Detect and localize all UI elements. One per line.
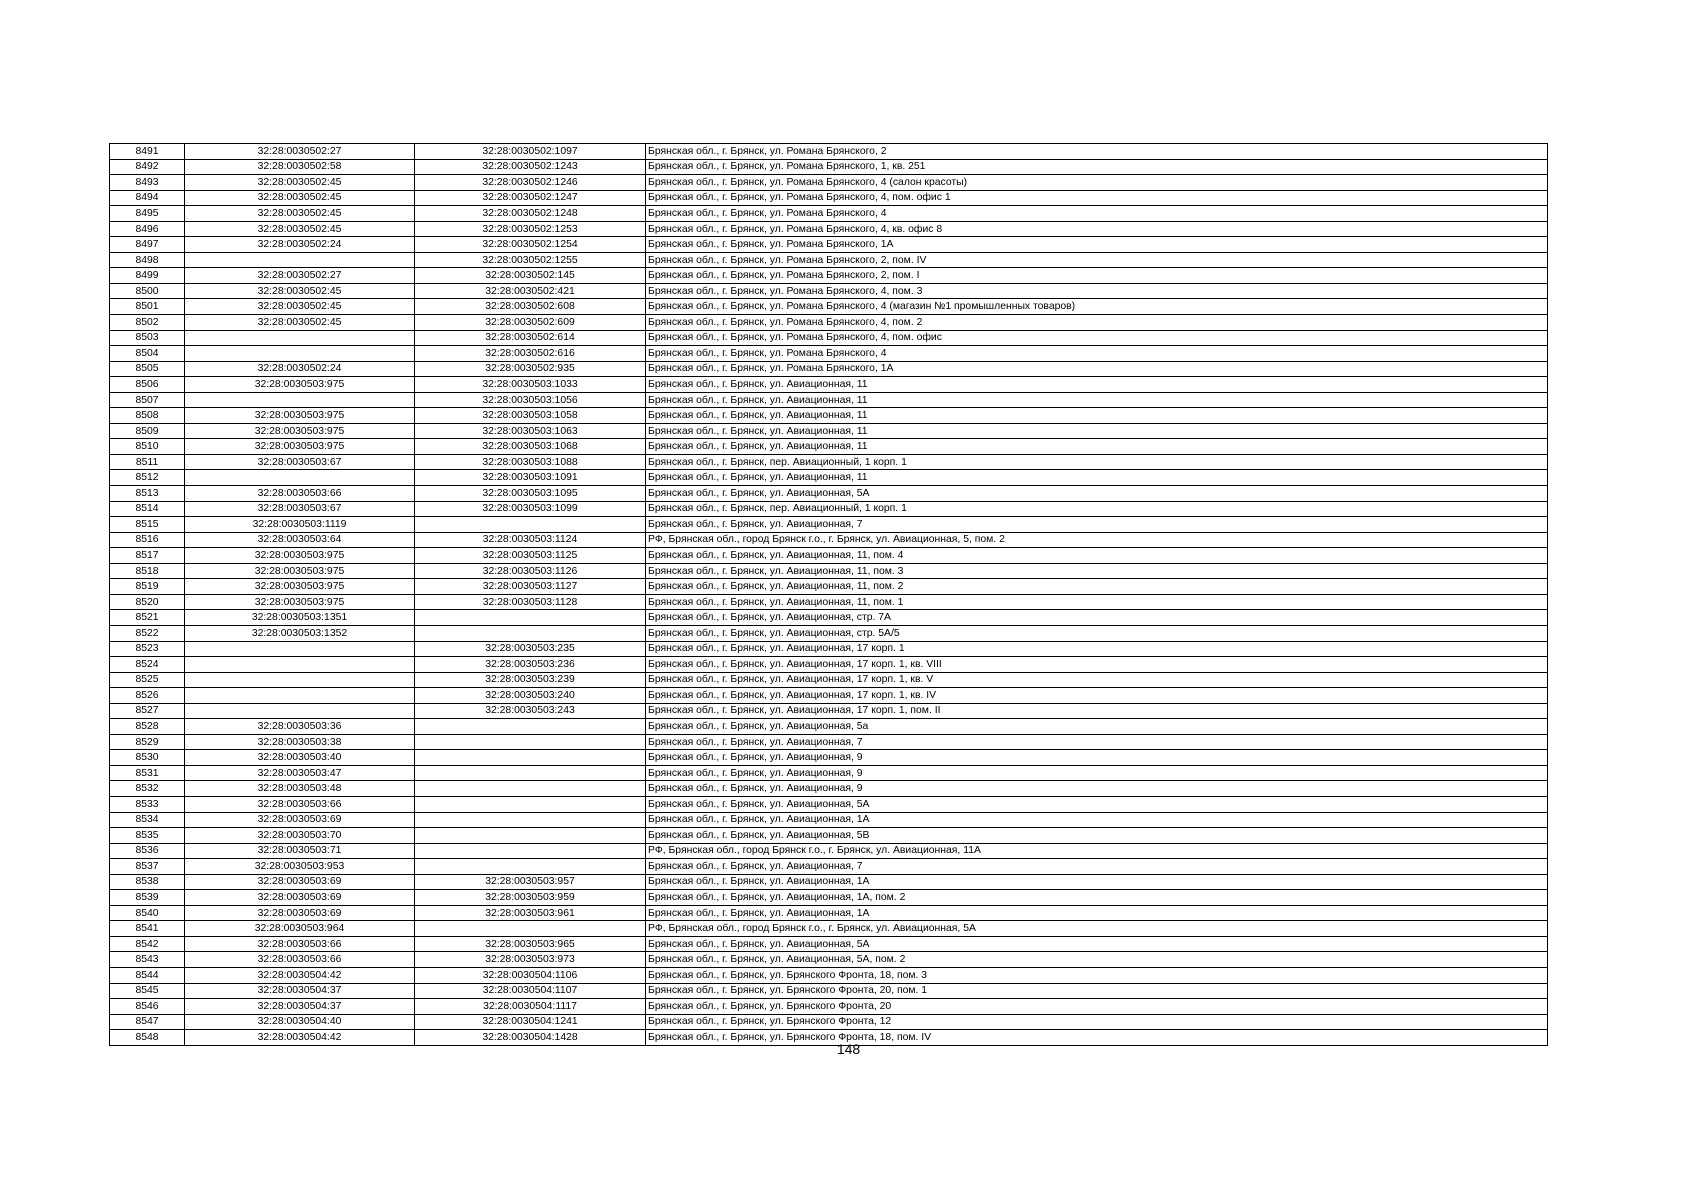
land-plot-cadastral-cell: 32:28:0030502:45 <box>185 315 415 331</box>
object-cadastral-cell: 32:28:0030503:1088 <box>415 454 646 470</box>
row-number-cell: 8497 <box>110 237 185 253</box>
table-row <box>110 470 1548 486</box>
row-number-cell: 8513 <box>110 486 185 502</box>
address-cell: Брянская обл., г. Брянск, ул. Авиационная, 11 <box>646 439 1548 455</box>
row-number-cell: 8526 <box>110 688 185 704</box>
table-row <box>110 439 1548 455</box>
table-row <box>110 610 1548 626</box>
table-row <box>110 501 1548 517</box>
table-row <box>110 563 1548 579</box>
address-cell: Брянская обл., г. Брянск, ул. Авиационная, 11, пом. 4 <box>646 548 1548 564</box>
row-number-cell: 8498 <box>110 252 185 268</box>
object-cadastral-cell: 32:28:0030503:1127 <box>415 579 646 595</box>
table-row <box>110 237 1548 253</box>
land-plot-cadastral-cell: 32:28:0030502:27 <box>185 268 415 284</box>
object-cadastral-cell: 32:28:0030503:1128 <box>415 594 646 610</box>
land-plot-cadastral-cell <box>185 470 415 486</box>
object-cadastral-cell <box>415 812 646 828</box>
land-plot-cadastral-cell: 32:28:0030503:70 <box>185 828 415 844</box>
address-cell: Брянская обл., г. Брянск, ул. Романа Брянского, 1А <box>646 361 1548 377</box>
object-cadastral-cell: 32:28:0030503:1063 <box>415 423 646 439</box>
table-row <box>110 206 1548 222</box>
land-plot-cadastral-cell: 32:28:0030503:38 <box>185 734 415 750</box>
object-cadastral-cell: 32:28:0030502:421 <box>415 283 646 299</box>
row-number-cell: 8511 <box>110 454 185 470</box>
table-row <box>110 688 1548 704</box>
land-plot-cadastral-cell: 32:28:0030502:45 <box>185 299 415 315</box>
land-plot-cadastral-cell: 32:28:0030503:975 <box>185 423 415 439</box>
land-plot-cadastral-cell <box>185 252 415 268</box>
object-cadastral-cell: 32:28:0030502:1248 <box>415 206 646 222</box>
address-cell: Брянская обл., г. Брянск, ул. Авиационная, 11 <box>646 392 1548 408</box>
address-cell: Брянская обл., г. Брянск, ул. Авиационная, 5А <box>646 796 1548 812</box>
address-cell: Брянская обл., г. Брянск, ул. Авиационная, 17 корп. 1, кв. VIII <box>646 657 1548 673</box>
table-row <box>110 874 1548 890</box>
land-plot-cadastral-cell: 32:28:0030503:975 <box>185 408 415 424</box>
address-cell: Брянская обл., г. Брянск, ул. Романа Брянского, 1, кв. 251 <box>646 159 1548 175</box>
address-cell: Брянская обл., г. Брянск, ул. Романа Брянского, 2, пом. IV <box>646 252 1548 268</box>
land-plot-cadastral-cell <box>185 672 415 688</box>
row-number-cell: 8542 <box>110 936 185 952</box>
row-number-cell: 8492 <box>110 159 185 175</box>
table-row <box>110 905 1548 921</box>
table-row <box>110 999 1548 1015</box>
object-cadastral-cell <box>415 796 646 812</box>
row-number-cell: 8545 <box>110 983 185 999</box>
land-plot-cadastral-cell: 32:28:0030503:40 <box>185 750 415 766</box>
row-number-cell: 8527 <box>110 703 185 719</box>
table-row <box>110 672 1548 688</box>
land-plot-cadastral-cell: 32:28:0030503:36 <box>185 719 415 735</box>
row-number-cell: 8494 <box>110 190 185 206</box>
object-cadastral-cell: 32:28:0030503:1068 <box>415 439 646 455</box>
row-number-cell: 8540 <box>110 905 185 921</box>
address-cell: РФ, Брянская обл., город Брянск г.о., г. Брянск, ул. Авиационная, 11А <box>646 843 1548 859</box>
object-cadastral-cell: 32:28:0030502:1246 <box>415 175 646 191</box>
address-cell: Брянская обл., г. Брянск, ул. Авиационная, 5А <box>646 936 1548 952</box>
table-row <box>110 315 1548 331</box>
object-cadastral-cell: 32:28:0030502:935 <box>415 361 646 377</box>
address-cell: Брянская обл., г. Брянск, ул. Авиационная, 11, пом. 2 <box>646 579 1548 595</box>
row-number-cell: 8546 <box>110 999 185 1015</box>
row-number-cell: 8516 <box>110 532 185 548</box>
land-plot-cadastral-cell: 32:28:0030504:42 <box>185 1030 415 1046</box>
object-cadastral-cell: 32:28:0030502:1243 <box>415 159 646 175</box>
object-cadastral-cell: 32:28:0030503:1125 <box>415 548 646 564</box>
address-cell: Брянская обл., г. Брянск, ул. Авиационная, стр. 7А <box>646 610 1548 626</box>
land-plot-cadastral-cell: 32:28:0030503:67 <box>185 454 415 470</box>
table-row <box>110 828 1548 844</box>
object-cadastral-cell: 32:28:0030503:239 <box>415 672 646 688</box>
object-cadastral-cell: 32:28:0030503:243 <box>415 703 646 719</box>
land-plot-cadastral-cell: 32:28:0030503:71 <box>185 843 415 859</box>
object-cadastral-cell <box>415 517 646 533</box>
address-cell: Брянская обл., г. Брянск, ул. Авиационная, 17 корп. 1, пом. II <box>646 703 1548 719</box>
table-row <box>110 859 1548 875</box>
land-plot-cadastral-cell: 32:28:0030503:69 <box>185 812 415 828</box>
land-plot-cadastral-cell: 32:28:0030503:47 <box>185 765 415 781</box>
table-row <box>110 843 1548 859</box>
land-plot-cadastral-cell: 32:28:0030503:975 <box>185 594 415 610</box>
table-row <box>110 641 1548 657</box>
address-cell: Брянская обл., г. Брянск, ул. Романа Брянского, 4, пом. офис <box>646 330 1548 346</box>
address-cell: Брянская обл., г. Брянск, ул. Авиационная, 9 <box>646 781 1548 797</box>
object-cadastral-cell: 32:28:0030504:1241 <box>415 1014 646 1030</box>
table-row <box>110 144 1548 160</box>
object-cadastral-cell: 32:28:0030503:1056 <box>415 392 646 408</box>
row-number-cell: 8544 <box>110 967 185 983</box>
table-row <box>110 734 1548 750</box>
address-cell: Брянская обл., г. Брянск, ул. Авиационная, 17 корп. 1, кв. IV <box>646 688 1548 704</box>
object-cadastral-cell: 32:28:0030504:1428 <box>415 1030 646 1046</box>
address-cell: Брянская обл., г. Брянск, ул. Авиационная, 5А <box>646 486 1548 502</box>
address-cell: Брянская обл., г. Брянск, ул. Брянского Фронта, 20 <box>646 999 1548 1015</box>
object-cadastral-cell: 32:28:0030503:961 <box>415 905 646 921</box>
table-row <box>110 330 1548 346</box>
object-cadastral-cell <box>415 719 646 735</box>
row-number-cell: 8500 <box>110 283 185 299</box>
address-cell: Брянская обл., г. Брянск, ул. Романа Брянского, 4 <box>646 206 1548 222</box>
land-plot-cadastral-cell: 32:28:0030502:45 <box>185 190 415 206</box>
table-row <box>110 952 1548 968</box>
address-cell: Брянская обл., г. Брянск, ул. Брянского Фронта, 20, пом. 1 <box>646 983 1548 999</box>
land-plot-cadastral-cell <box>185 641 415 657</box>
land-plot-cadastral-cell: 32:28:0030503:1352 <box>185 625 415 641</box>
object-cadastral-cell: 32:28:0030503:236 <box>415 657 646 673</box>
row-number-cell: 8502 <box>110 315 185 331</box>
object-cadastral-cell: 32:28:0030503:957 <box>415 874 646 890</box>
land-plot-cadastral-cell: 32:28:0030504:40 <box>185 1014 415 1030</box>
land-plot-cadastral-cell: 32:28:0030503:1351 <box>185 610 415 626</box>
table-row <box>110 579 1548 595</box>
address-cell: Брянская обл., г. Брянск, ул. Авиационная, 11, пом. 3 <box>646 563 1548 579</box>
land-plot-cadastral-cell: 32:28:0030502:45 <box>185 283 415 299</box>
object-cadastral-cell: 32:28:0030503:1091 <box>415 470 646 486</box>
address-cell: Брянская обл., г. Брянск, ул. Авиационная, 11 <box>646 470 1548 486</box>
table-row <box>110 423 1548 439</box>
object-cadastral-cell: 32:28:0030502:1247 <box>415 190 646 206</box>
row-number-cell: 8508 <box>110 408 185 424</box>
address-cell: Брянская обл., г. Брянск, ул. Романа Брянского, 4, пом. 2 <box>646 315 1548 331</box>
row-number-cell: 8518 <box>110 563 185 579</box>
row-number-cell: 8514 <box>110 501 185 517</box>
table-row <box>110 983 1548 999</box>
row-number-cell: 8507 <box>110 392 185 408</box>
land-plot-cadastral-cell: 32:28:0030504:42 <box>185 967 415 983</box>
land-plot-cadastral-cell: 32:28:0030503:975 <box>185 548 415 564</box>
address-cell: Брянская обл., г. Брянск, ул. Авиационная, 5а <box>646 719 1548 735</box>
row-number-cell: 8504 <box>110 346 185 362</box>
registry-table-container <box>109 143 1548 1046</box>
land-plot-cadastral-cell: 32:28:0030503:953 <box>185 859 415 875</box>
object-cadastral-cell: 32:28:0030503:1033 <box>415 377 646 393</box>
object-cadastral-cell: 32:28:0030504:1107 <box>415 983 646 999</box>
object-cadastral-cell: 32:28:0030503:973 <box>415 952 646 968</box>
land-plot-cadastral-cell: 32:28:0030503:67 <box>185 501 415 517</box>
table-row <box>110 346 1548 362</box>
row-number-cell: 8537 <box>110 859 185 875</box>
land-plot-cadastral-cell: 32:28:0030502:27 <box>185 144 415 160</box>
address-cell: Брянская обл., г. Брянск, пер. Авиационный, 1 корп. 1 <box>646 454 1548 470</box>
row-number-cell: 8524 <box>110 657 185 673</box>
land-plot-cadastral-cell: 32:28:0030503:975 <box>185 563 415 579</box>
row-number-cell: 8517 <box>110 548 185 564</box>
land-plot-cadastral-cell <box>185 330 415 346</box>
address-cell: Брянская обл., г. Брянск, ул. Авиационная, 1А <box>646 812 1548 828</box>
land-plot-cadastral-cell: 32:28:0030503:66 <box>185 936 415 952</box>
table-row <box>110 890 1548 906</box>
object-cadastral-cell <box>415 734 646 750</box>
object-cadastral-cell: 32:28:0030503:1126 <box>415 563 646 579</box>
land-plot-cadastral-cell: 32:28:0030502:45 <box>185 206 415 222</box>
object-cadastral-cell: 32:28:0030503:1058 <box>415 408 646 424</box>
row-number-cell: 8539 <box>110 890 185 906</box>
land-plot-cadastral-cell: 32:28:0030502:45 <box>185 175 415 191</box>
row-number-cell: 8505 <box>110 361 185 377</box>
address-cell: Брянская обл., г. Брянск, ул. Авиационная, 1А <box>646 874 1548 890</box>
land-plot-cadastral-cell: 32:28:0030503:964 <box>185 921 415 937</box>
address-cell: РФ, Брянская обл., город Брянск г.о., г. Брянск, ул. Авиационная, 5А <box>646 921 1548 937</box>
object-cadastral-cell <box>415 921 646 937</box>
registry-table-body <box>110 144 1548 1046</box>
object-cadastral-cell <box>415 625 646 641</box>
land-plot-cadastral-cell: 32:28:0030504:37 <box>185 999 415 1015</box>
table-row <box>110 1014 1548 1030</box>
row-number-cell: 8512 <box>110 470 185 486</box>
land-plot-cadastral-cell <box>185 346 415 362</box>
land-plot-cadastral-cell: 32:28:0030502:24 <box>185 361 415 377</box>
object-cadastral-cell <box>415 750 646 766</box>
registry-table <box>109 143 1548 1046</box>
object-cadastral-cell: 32:28:0030504:1106 <box>415 967 646 983</box>
table-row <box>110 921 1548 937</box>
address-cell: Брянская обл., г. Брянск, пер. Авиационный, 1 корп. 1 <box>646 501 1548 517</box>
table-row <box>110 392 1548 408</box>
row-number-cell: 8541 <box>110 921 185 937</box>
row-number-cell: 8523 <box>110 641 185 657</box>
row-number-cell: 8521 <box>110 610 185 626</box>
row-number-cell: 8531 <box>110 765 185 781</box>
table-row <box>110 190 1548 206</box>
table-row <box>110 625 1548 641</box>
object-cadastral-cell: 32:28:0030502:1253 <box>415 221 646 237</box>
address-cell: Брянская обл., г. Брянск, ул. Авиационная, 9 <box>646 750 1548 766</box>
table-row <box>110 408 1548 424</box>
table-row <box>110 719 1548 735</box>
address-cell: Брянская обл., г. Брянск, ул. Авиационная, 1А, пом. 2 <box>646 890 1548 906</box>
row-number-cell: 8503 <box>110 330 185 346</box>
table-row <box>110 703 1548 719</box>
land-plot-cadastral-cell: 32:28:0030503:64 <box>185 532 415 548</box>
row-number-cell: 8547 <box>110 1014 185 1030</box>
object-cadastral-cell <box>415 610 646 626</box>
land-plot-cadastral-cell: 32:28:0030502:45 <box>185 221 415 237</box>
object-cadastral-cell: 32:28:0030502:614 <box>415 330 646 346</box>
row-number-cell: 8534 <box>110 812 185 828</box>
address-cell: РФ, Брянская обл., город Брянск г.о., г. Брянск, ул. Авиационная, 5, пом. 2 <box>646 532 1548 548</box>
land-plot-cadastral-cell: 32:28:0030503:975 <box>185 439 415 455</box>
object-cadastral-cell: 32:28:0030502:608 <box>415 299 646 315</box>
object-cadastral-cell: 32:28:0030503:240 <box>415 688 646 704</box>
table-row <box>110 283 1548 299</box>
address-cell: Брянская обл., г. Брянск, ул. Романа Брянского, 4 (салон красоты) <box>646 175 1548 191</box>
table-row <box>110 796 1548 812</box>
page-number: 148 <box>836 1041 861 1057</box>
table-row <box>110 454 1548 470</box>
land-plot-cadastral-cell: 32:28:0030503:66 <box>185 796 415 812</box>
land-plot-cadastral-cell: 32:28:0030502:58 <box>185 159 415 175</box>
object-cadastral-cell <box>415 781 646 797</box>
address-cell: Брянская обл., г. Брянск, ул. Авиационная, 11 <box>646 408 1548 424</box>
row-number-cell: 8515 <box>110 517 185 533</box>
land-plot-cadastral-cell <box>185 688 415 704</box>
address-cell: Брянская обл., г. Брянск, ул. Романа Брянского, 4, пом. 3 <box>646 283 1548 299</box>
table-row <box>110 361 1548 377</box>
land-plot-cadastral-cell <box>185 657 415 673</box>
row-number-cell: 8528 <box>110 719 185 735</box>
row-number-cell: 8499 <box>110 268 185 284</box>
row-number-cell: 8493 <box>110 175 185 191</box>
table-row <box>110 159 1548 175</box>
object-cadastral-cell: 32:28:0030502:609 <box>415 315 646 331</box>
address-cell: Брянская обл., г. Брянск, ул. Романа Брянского, 2 <box>646 144 1548 160</box>
row-number-cell: 8510 <box>110 439 185 455</box>
land-plot-cadastral-cell: 32:28:0030502:24 <box>185 237 415 253</box>
land-plot-cadastral-cell <box>185 392 415 408</box>
address-cell: Брянская обл., г. Брянск, ул. Авиационная, 1А <box>646 905 1548 921</box>
land-plot-cadastral-cell: 32:28:0030503:975 <box>185 377 415 393</box>
table-row <box>110 486 1548 502</box>
address-cell: Брянская обл., г. Брянск, ул. Авиационная, 7 <box>646 517 1548 533</box>
address-cell: Брянская обл., г. Брянск, ул. Авиационная, 17 корп. 1 <box>646 641 1548 657</box>
land-plot-cadastral-cell: 32:28:0030503:48 <box>185 781 415 797</box>
address-cell: Брянская обл., г. Брянск, ул. Брянского Фронта, 18, пом. IV <box>646 1030 1548 1046</box>
object-cadastral-cell: 32:28:0030503:959 <box>415 890 646 906</box>
object-cadastral-cell: 32:28:0030503:965 <box>415 936 646 952</box>
table-row <box>110 812 1548 828</box>
row-number-cell: 8535 <box>110 828 185 844</box>
row-number-cell: 8519 <box>110 579 185 595</box>
object-cadastral-cell: 32:28:0030503:235 <box>415 641 646 657</box>
row-number-cell: 8501 <box>110 299 185 315</box>
table-row <box>110 967 1548 983</box>
land-plot-cadastral-cell: 32:28:0030503:69 <box>185 890 415 906</box>
object-cadastral-cell: 32:28:0030502:145 <box>415 268 646 284</box>
row-number-cell: 8543 <box>110 952 185 968</box>
address-cell: Брянская обл., г. Брянск, ул. Авиационная, 11, пом. 1 <box>646 594 1548 610</box>
row-number-cell: 8536 <box>110 843 185 859</box>
address-cell: Брянская обл., г. Брянск, ул. Брянского Фронта, 18, пом. 3 <box>646 967 1548 983</box>
land-plot-cadastral-cell: 32:28:0030503:66 <box>185 486 415 502</box>
land-plot-cadastral-cell <box>185 703 415 719</box>
row-number-cell: 8495 <box>110 206 185 222</box>
address-cell: Брянская обл., г. Брянск, ул. Романа Брянского, 4 <box>646 346 1548 362</box>
address-cell: Брянская обл., г. Брянск, ул. Романа Брянского, 2, пом. I <box>646 268 1548 284</box>
object-cadastral-cell: 32:28:0030503:1099 <box>415 501 646 517</box>
table-row <box>110 548 1548 564</box>
row-number-cell: 8532 <box>110 781 185 797</box>
table-row <box>110 657 1548 673</box>
land-plot-cadastral-cell: 32:28:0030503:66 <box>185 952 415 968</box>
object-cadastral-cell: 32:28:0030502:616 <box>415 346 646 362</box>
table-row <box>110 936 1548 952</box>
row-number-cell: 8506 <box>110 377 185 393</box>
table-row <box>110 781 1548 797</box>
table-row <box>110 175 1548 191</box>
table-row <box>110 750 1548 766</box>
table-row <box>110 252 1548 268</box>
address-cell: Брянская обл., г. Брянск, ул. Авиационная, 7 <box>646 859 1548 875</box>
address-cell: Брянская обл., г. Брянск, ул. Авиационная, 7 <box>646 734 1548 750</box>
table-row <box>110 221 1548 237</box>
address-cell: Брянская обл., г. Брянск, ул. Авиационная, 5А, пом. 2 <box>646 952 1548 968</box>
land-plot-cadastral-cell: 32:28:0030504:37 <box>185 983 415 999</box>
object-cadastral-cell: 32:28:0030502:1097 <box>415 144 646 160</box>
land-plot-cadastral-cell: 32:28:0030503:1119 <box>185 517 415 533</box>
row-number-cell: 8522 <box>110 625 185 641</box>
table-row <box>110 517 1548 533</box>
table-row <box>110 532 1548 548</box>
row-number-cell: 8529 <box>110 734 185 750</box>
address-cell: Брянская обл., г. Брянск, ул. Романа Брянского, 4, кв. офис 8 <box>646 221 1548 237</box>
object-cadastral-cell <box>415 843 646 859</box>
object-cadastral-cell <box>415 859 646 875</box>
object-cadastral-cell <box>415 828 646 844</box>
object-cadastral-cell <box>415 765 646 781</box>
address-cell: Брянская обл., г. Брянск, ул. Романа Брянского, 4 (магазин №1 промышленных товаров) <box>646 299 1548 315</box>
object-cadastral-cell: 32:28:0030503:1095 <box>415 486 646 502</box>
row-number-cell: 8525 <box>110 672 185 688</box>
address-cell: Брянская обл., г. Брянск, ул. Брянского Фронта, 12 <box>646 1014 1548 1030</box>
address-cell: Брянская обл., г. Брянск, ул. Авиационная, 9 <box>646 765 1548 781</box>
address-cell: Брянская обл., г. Брянск, ул. Авиационная, 11 <box>646 423 1548 439</box>
address-cell: Брянская обл., г. Брянск, ул. Авиационная, 11 <box>646 377 1548 393</box>
row-number-cell: 8530 <box>110 750 185 766</box>
row-number-cell: 8548 <box>110 1030 185 1046</box>
table-row <box>110 268 1548 284</box>
land-plot-cadastral-cell: 32:28:0030503:69 <box>185 905 415 921</box>
row-number-cell: 8496 <box>110 221 185 237</box>
row-number-cell: 8491 <box>110 144 185 160</box>
row-number-cell: 8538 <box>110 874 185 890</box>
object-cadastral-cell: 32:28:0030502:1255 <box>415 252 646 268</box>
address-cell: Брянская обл., г. Брянск, ул. Романа Брянского, 1А <box>646 237 1548 253</box>
row-number-cell: 8509 <box>110 423 185 439</box>
row-number-cell: 8520 <box>110 594 185 610</box>
object-cadastral-cell: 32:28:0030502:1254 <box>415 237 646 253</box>
table-row <box>110 765 1548 781</box>
address-cell: Брянская обл., г. Брянск, ул. Авиационная, стр. 5А/5 <box>646 625 1548 641</box>
land-plot-cadastral-cell: 32:28:0030503:69 <box>185 874 415 890</box>
object-cadastral-cell: 32:28:0030504:1117 <box>415 999 646 1015</box>
table-row <box>110 299 1548 315</box>
land-plot-cadastral-cell: 32:28:0030503:975 <box>185 579 415 595</box>
object-cadastral-cell: 32:28:0030503:1124 <box>415 532 646 548</box>
address-cell: Брянская обл., г. Брянск, ул. Романа Брянского, 4, пом. офис 1 <box>646 190 1548 206</box>
row-number-cell: 8533 <box>110 796 185 812</box>
address-cell: Брянская обл., г. Брянск, ул. Авиационная, 17 корп. 1, кв. V <box>646 672 1548 688</box>
table-row <box>110 594 1548 610</box>
address-cell: Брянская обл., г. Брянск, ул. Авиационная, 5В <box>646 828 1548 844</box>
table-row <box>110 377 1548 393</box>
